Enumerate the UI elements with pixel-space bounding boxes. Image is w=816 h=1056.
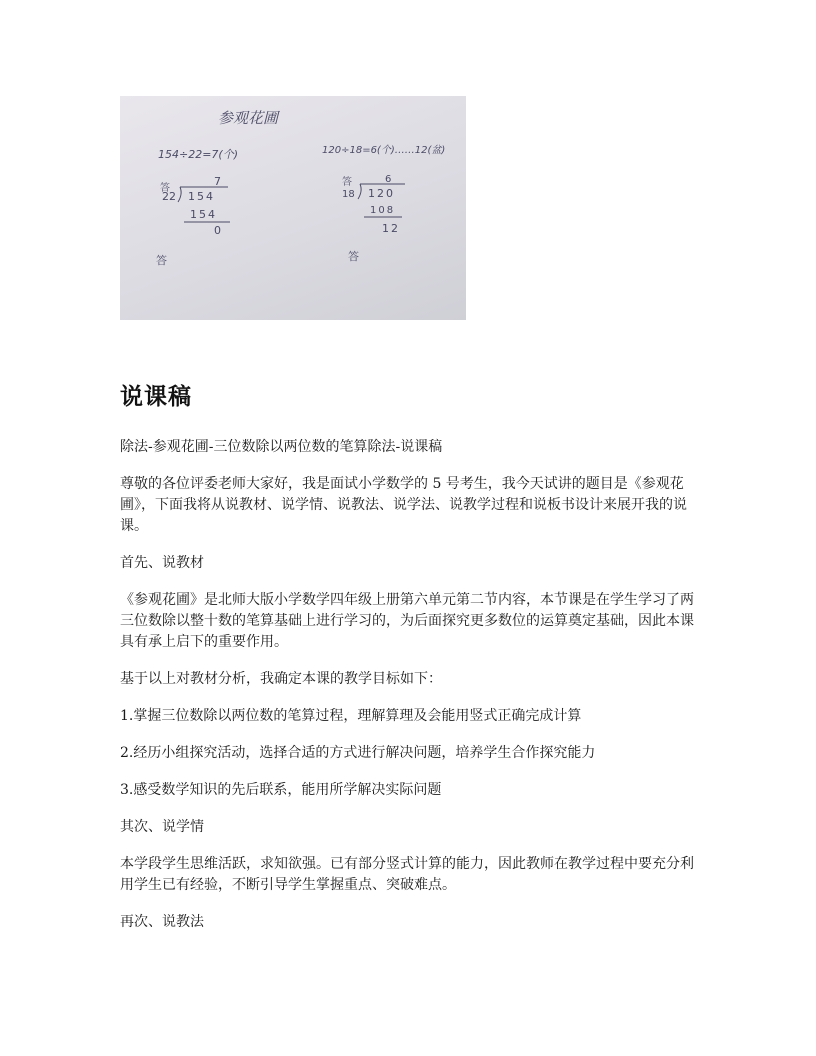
handwritten-division-photo xyxy=(120,96,466,320)
photo-title: 参观花圃 xyxy=(218,109,279,127)
handwriting-drawing xyxy=(120,96,466,320)
left-equation: 154÷22=7(个) xyxy=(158,148,239,161)
paragraph-goal-2: 2.经历小组探究活动，选择合适的方式进行解决问题，培养学生合作探究能力 xyxy=(120,745,596,761)
paragraph-section-students: 其次、说学情 xyxy=(120,819,204,835)
left-divisor: 22 xyxy=(162,190,176,203)
left-quotient: 7 xyxy=(214,175,221,188)
paragraph-goals-intro: 基于以上对教材分析，我确定本课的教学目标如下： xyxy=(120,671,442,687)
paragraph-subtitle: 除法-参观花圃-三位数除以两位数的笔算除法-说课稿 xyxy=(120,439,443,455)
paragraph-goal-1: 1.掌握三位数除以两位数的笔算过程，理解算理及会能用竖式正确完成计算 xyxy=(120,708,582,724)
left-division-label: 答 xyxy=(160,183,170,194)
left-division-bracket xyxy=(178,187,181,202)
right-quotient: 6 xyxy=(385,174,392,185)
page-title: 说课稿 xyxy=(120,384,192,410)
paragraph-goal-3: 3.感受数学知识的先后联系，能用所学解决实际问题 xyxy=(120,782,442,798)
right-division-bracket xyxy=(358,184,361,199)
right-answer-label: 答 xyxy=(348,250,359,263)
paragraph-students-analysis: 本学段学生思维活跃，求知欲强。已有部分竖式计算的能力，因此教师在教学过程中要充分利用学生已有经验，不断引导学生掌握重点、突破难点。 xyxy=(120,856,694,893)
left-product: 154 xyxy=(190,208,217,221)
left-dividend: 154 xyxy=(188,190,215,203)
right-divisor: 18 xyxy=(342,189,355,200)
left-answer-label: 答 xyxy=(156,254,167,267)
right-dividend: 120 xyxy=(368,187,395,200)
right-remainder: 12 xyxy=(382,222,400,235)
document-body xyxy=(120,437,700,949)
paragraph-intro: 尊敬的各位评委老师大家好，我是面试小学数学的 5 号考生，我今天试讲的题目是《参观花圃》，下面我将从说教材、说学情、说教法、说学法、说教学过程和说板书设计来展开我的说课。 xyxy=(120,476,687,534)
right-equation: 120÷18=6(个)……12(盆) xyxy=(322,145,446,156)
right-division-label: 答 xyxy=(342,177,352,188)
right-product: 108 xyxy=(370,205,396,216)
left-remainder: 0 xyxy=(214,224,221,237)
paragraph-textbook-analysis: 《参观花圃》是北师大版小学数学四年级上册第六单元第二节内容，本节课是在学生学习了两三位数除以整十数的笔算基础上进行学习的，为后面探究更多数位的运算奠定基础，因此本课具有承上启下的重要作用。 xyxy=(120,592,694,650)
paragraph-section-textbook: 首先、说教材 xyxy=(120,555,204,571)
paragraph-section-methods: 再次、说教法 xyxy=(120,914,204,930)
